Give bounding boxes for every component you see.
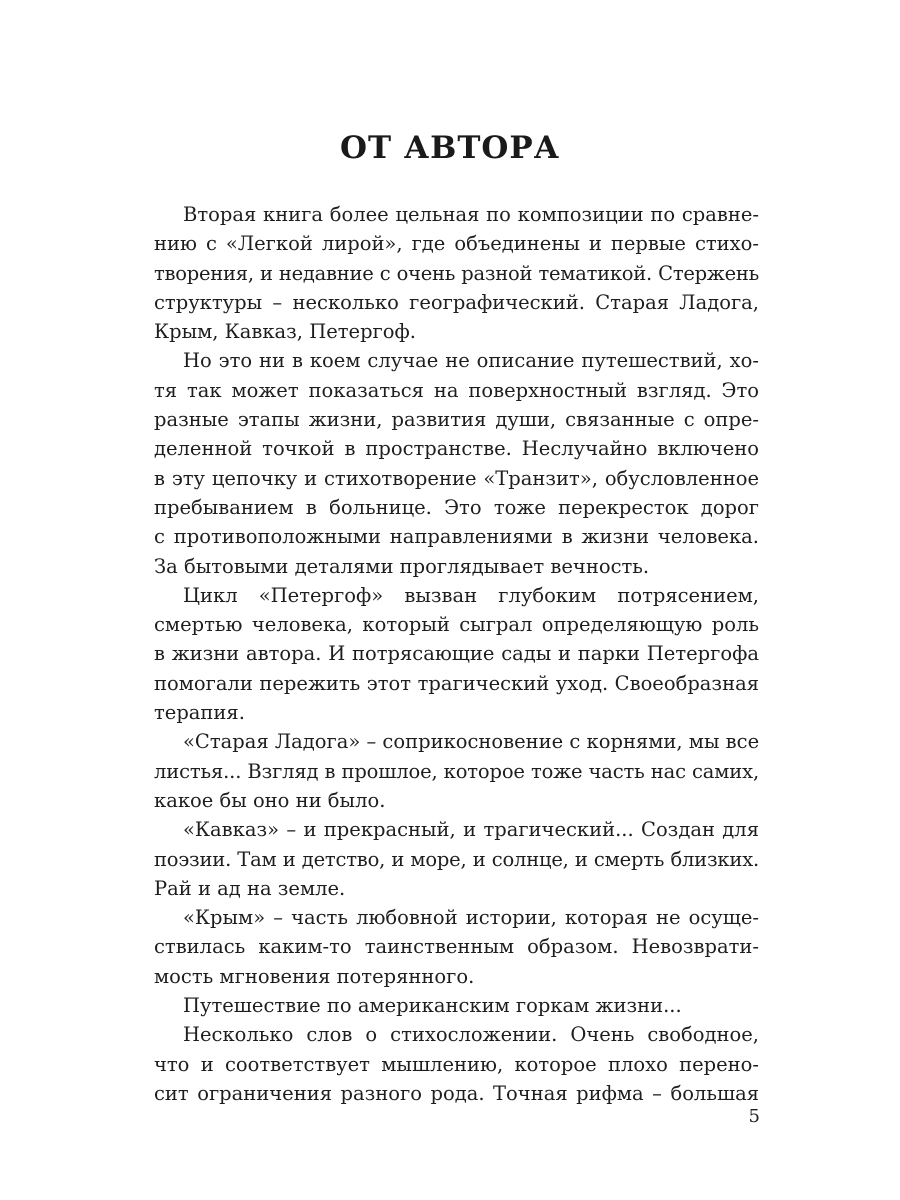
text-line: что и соответствует мышлению, которое плохо перено- — [154, 1052, 759, 1076]
text-line: «Старая Ладога» – соприкосновение с корнями, мы все — [183, 730, 760, 754]
text-line: листья... Взгляд в прошлое, которое тоже часть нас самих, — [154, 759, 759, 783]
text-line: сит ограничения разного рода. Точная рифма – большая — [154, 1081, 759, 1105]
text-line: помогали пережить этот трагический уход. Своеобразная — [154, 671, 759, 695]
text-line: поэзии. Там и детство, и море, и солнце, и смерть близких. — [154, 847, 759, 871]
text-line: Цикл «Петергоф» вызван глубоким потрясением, — [183, 583, 759, 607]
text-line: структуры – несколько географический. Старая Ладога, — [154, 290, 759, 314]
text-line: тя так может показаться на поверхностный взгляд. Это — [154, 378, 759, 402]
text-line: деленной точкой в пространстве. Неслучайно включено — [154, 437, 759, 461]
text-line: За бытовыми деталями проглядывает вечность. — [154, 554, 650, 578]
text-line: «Крым» – часть любовной истории, которая не осуще- — [183, 906, 759, 930]
text-line: ствилась каким-то таинственным образом. Невозврати- — [154, 935, 759, 959]
text-line: Путешествие по американским горкам жизни... — [183, 994, 682, 1018]
text-line: Крым, Кавказ, Петергоф. — [154, 320, 416, 344]
text-line: Но это ни в коем случае не описание путешествий, хо- — [183, 349, 759, 373]
text-line: терапия. — [154, 701, 245, 725]
text-line: мость мгновения потерянного. — [154, 964, 475, 988]
text-line: творения, и недавние с очень разной тематикой. Стержень — [154, 261, 759, 285]
body-text — [154, 200, 759, 1108]
text-line: «Кавказ» – и прекрасный, и трагический... Создан для — [183, 818, 759, 842]
text-line: разные этапы жизни, развития души, связанные с опре- — [154, 408, 759, 432]
text-line: нию с «Легкой лирой», где объединены и первые стихо- — [154, 232, 759, 256]
text-line: в эту цепочку и стихотворение «Транзит», обусловленное — [154, 466, 759, 490]
chapter-title: ОТ АВТОРА — [340, 130, 560, 166]
text-line: какое бы оно ни было. — [154, 788, 386, 812]
text-line: в жизни автора. И потрясающие сады и парки Петергофа — [154, 642, 759, 666]
text-line: пребыванием в больнице. Это тоже перекресток дорог — [154, 495, 759, 519]
text-line: Несколько слов о стихосложении. Очень свободное, — [183, 1023, 759, 1047]
text-line: Вторая книга более цельная по композиции по сравне- — [183, 203, 759, 226]
text-line: Рай и ад на земле. — [154, 876, 346, 900]
text-line: смертью человека, который сыграл определяющую роль — [154, 613, 759, 637]
page-number: 5 — [748, 1106, 760, 1127]
text-line: с противоположными направлениями в жизни человека. — [154, 525, 759, 549]
